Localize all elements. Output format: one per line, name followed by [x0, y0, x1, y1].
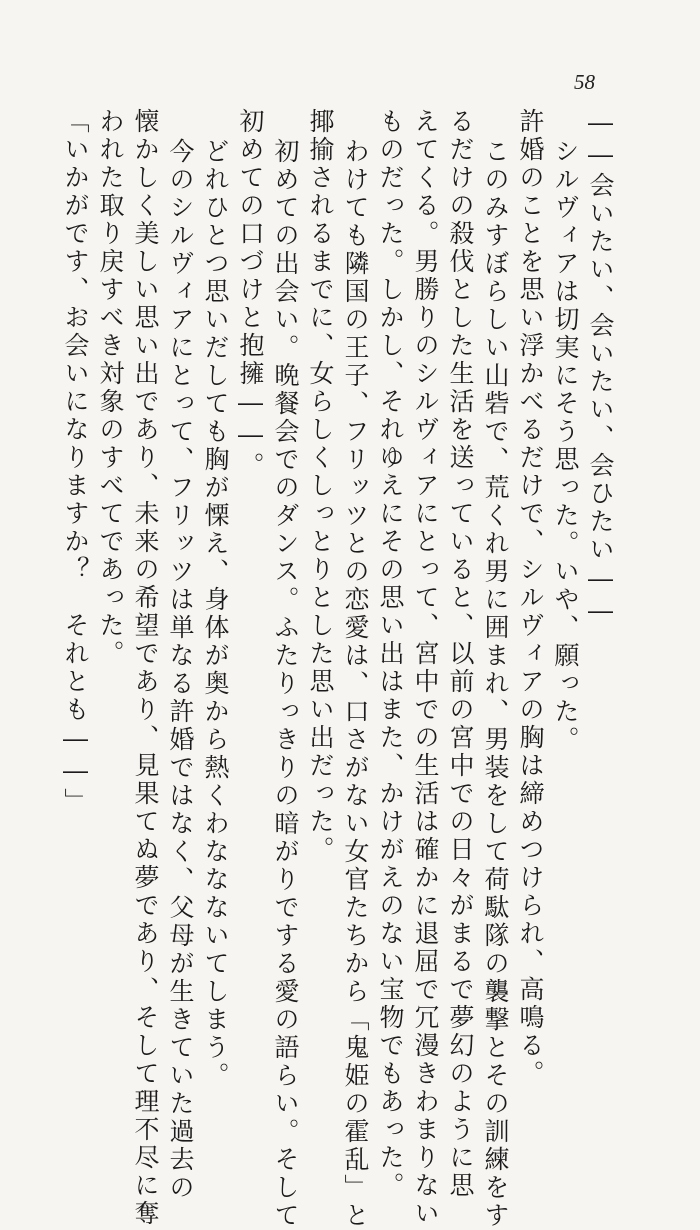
text-line: 初めての出会い。晩餐会でのダンス。ふたりっきりの暗がりでする愛の語らい。そして: [271, 138, 300, 1230]
text-line: 「いかがです、お会いになりますか？ それとも――」: [61, 108, 90, 816]
text-line: 今のシルヴィアにとって、フリッツは単なる許婚ではなく、父母が生きていた過去の: [166, 138, 195, 1202]
text-line: われた取り戻すべき対象のすべてであった。: [96, 108, 125, 668]
text-line: ――会いたい、会いたい、会ひたい――: [586, 108, 615, 628]
text-line: わけても隣国の王子、フリッツとの恋愛は、口さがない女官たちから「鬼姫の霍乱」と: [341, 138, 370, 1230]
text-line: ものだった。しかし、それゆえにその思い出はまた、かけがえのない宝物でもあった。: [376, 108, 405, 1200]
text-line: 懐かしく美しい思い出であり、未来の希望であり、見果てぬ夢であり、そして理不尽に奪: [131, 108, 160, 1228]
text-line: るだけの殺伐とした生活を送っていると、以前の宮中での日々がまるで夢幻のように思: [446, 108, 475, 1200]
text-line: 初めての口づけと抱擁――。: [236, 108, 265, 480]
text-line: 揶揄されるまでに、女らしくしっとりとした思い出だった。: [306, 108, 335, 864]
text-line: えてくる。男勝りのシルヴィアにとって、宮中での生活は確かに退屈で冗漫きわまりない: [411, 108, 440, 1228]
page-number: 58: [574, 70, 595, 94]
text-line: このみすぼらしい山砦で、荒くれ男に囲まれ、男装をして荷駄隊の襲撃とその訓練をす: [481, 138, 510, 1230]
text-line: 許婚のことを思い浮かべるだけで、シルヴィアの胸は締めつけられ、高鳴る。: [516, 108, 545, 1088]
text-line: シルヴィアは切実にそう思った。いや、願った。: [551, 138, 580, 754]
text-line: どれひとつ思いだしても胸が慄え、身体が奥から熱くわななないてしまう。: [201, 138, 230, 1090]
